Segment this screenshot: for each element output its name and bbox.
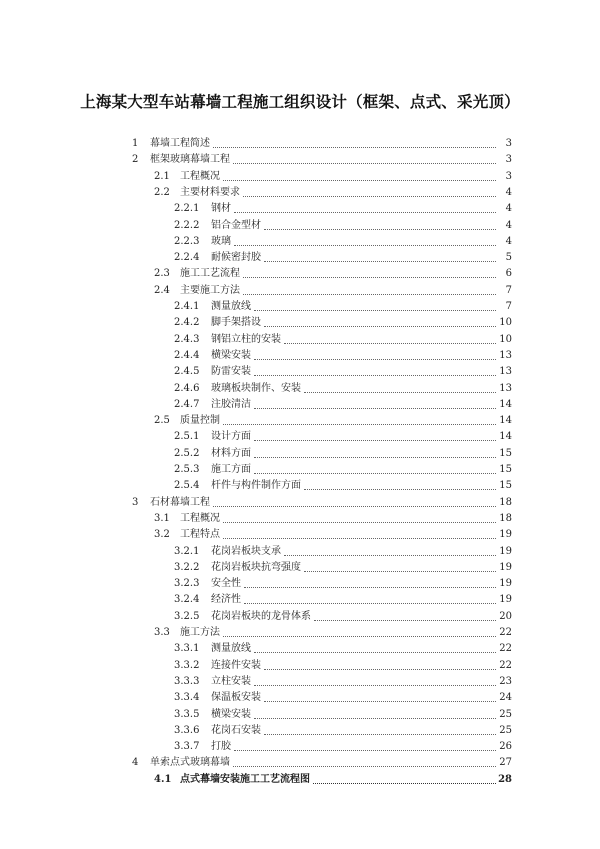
toc-entry[interactable] xyxy=(174,559,512,574)
toc-entry-title: 设计方面 xyxy=(211,431,251,443)
toc-entry-number: 2.1 xyxy=(154,170,170,182)
toc-dot-leader xyxy=(254,463,496,474)
toc-entry-page-number: 22 xyxy=(499,643,512,655)
toc-entry-page-number: 19 xyxy=(499,561,512,573)
toc-entry-page-number: 5 xyxy=(505,252,512,264)
toc-entry-number: 2.2.3 xyxy=(174,235,200,247)
toc-entry-number: 3.3.4 xyxy=(174,692,200,704)
toc-entry-title: 安全性 xyxy=(211,578,241,590)
toc-entry-number: 2.4.4 xyxy=(174,349,200,361)
toc-entry-page-number: 14 xyxy=(499,431,512,443)
toc-entry-number: 2.4.6 xyxy=(174,382,200,394)
toc-entry-title: 工程特点 xyxy=(180,529,220,541)
toc-entry-page-number: 15 xyxy=(499,464,512,475)
toc-entry-title: 工程概况 xyxy=(180,512,220,524)
toc-dot-leader xyxy=(284,545,496,556)
toc-dot-leader xyxy=(223,512,496,523)
toc-entry-number: 3.3.6 xyxy=(174,724,200,736)
toc-entry-number: 3.3.7 xyxy=(174,741,200,753)
toc-dot-leader xyxy=(223,414,496,425)
toc-entry-title: 连接件安装 xyxy=(211,659,261,671)
toc-dot-leader xyxy=(304,561,496,572)
toc-entry-title: 花岗石安装 xyxy=(211,724,261,736)
toc-entry-number: 3.3.3 xyxy=(174,675,200,687)
toc-entry[interactable] xyxy=(154,526,512,541)
toc-dot-leader xyxy=(243,284,496,295)
toc-dot-leader xyxy=(313,773,496,784)
toc-entry-page-number: 26 xyxy=(499,741,512,753)
toc-entry-number: 2.4 xyxy=(154,284,170,296)
toc-dot-leader xyxy=(264,659,496,670)
toc-entry-number: 1 xyxy=(132,138,139,149)
toc-entry-number: 2.5.3 xyxy=(174,464,200,475)
toc-dot-leader xyxy=(244,577,496,588)
toc-entry[interactable] xyxy=(132,494,512,509)
toc-entry-page-number: 4 xyxy=(505,235,512,247)
toc-entry-title: 框架玻璃幕墙工程 xyxy=(150,154,230,166)
toc-entry-title: 钢材 xyxy=(211,203,231,215)
toc-entry-page-number: 27 xyxy=(499,757,512,769)
toc-entry[interactable] xyxy=(174,314,512,329)
toc-entry[interactable] xyxy=(174,591,512,606)
toc-entry-number: 3.3 xyxy=(154,627,170,638)
toc-entry-page-number: 22 xyxy=(499,659,512,671)
toc-entry-number: 4 xyxy=(132,757,139,769)
toc-entry-page-number: 4 xyxy=(505,186,512,198)
toc-dot-leader xyxy=(243,186,496,197)
toc-entry-page-number: 4 xyxy=(505,219,512,231)
toc-entry[interactable] xyxy=(174,445,512,460)
toc-entry-title: 主要材料要求 xyxy=(180,186,240,198)
toc-dot-leader xyxy=(223,170,496,181)
toc-entry[interactable] xyxy=(154,265,512,280)
toc-dot-leader xyxy=(254,430,496,441)
document-title: 上海某大型车站幕墙工程施工组织设计（框架、点式、采光顶） xyxy=(80,93,520,111)
toc-entry-page-number: 22 xyxy=(499,627,512,638)
toc-entry-page-number: 4 xyxy=(505,203,512,215)
toc-entry[interactable] xyxy=(154,168,512,183)
toc-entry-page-number: 3 xyxy=(505,138,512,149)
toc-entry-title: 防雷安装 xyxy=(211,366,251,378)
toc-entry-number: 2.2.4 xyxy=(174,252,200,264)
toc-entry-number: 2.2 xyxy=(154,186,170,198)
toc-entry[interactable] xyxy=(154,282,512,297)
toc-dot-leader xyxy=(243,267,496,278)
toc-dot-leader xyxy=(254,642,496,653)
toc-entry-title: 施工工艺流程 xyxy=(180,268,240,280)
toc-entry-title: 玻璃 xyxy=(211,235,231,247)
toc-dot-leader xyxy=(254,300,496,311)
toc-entry[interactable] xyxy=(174,347,512,362)
toc-entry-number: 3.3.2 xyxy=(174,659,200,671)
toc-entry-title: 玻璃板块制作、安装 xyxy=(211,382,301,394)
toc-entry-page-number: 3 xyxy=(505,170,512,182)
toc-entry[interactable] xyxy=(174,722,512,737)
toc-entry-title: 花岗岩板块的龙骨体系 xyxy=(211,610,311,622)
toc-entry-page-number: 24 xyxy=(499,692,512,704)
toc-entry[interactable] xyxy=(174,608,512,623)
toc-entry-number: 2.4.3 xyxy=(174,333,200,345)
toc-entry-number: 2.5.4 xyxy=(174,480,200,492)
toc-dot-leader xyxy=(264,251,496,262)
toc-entry-number: 3.2.3 xyxy=(174,578,200,590)
toc-entry-title: 工程概况 xyxy=(180,170,220,182)
toc-dot-leader xyxy=(244,593,496,604)
toc-entry[interactable] xyxy=(174,298,512,313)
toc-entry-number: 3 xyxy=(132,496,139,508)
toc-entry[interactable] xyxy=(174,249,512,264)
toc-entry[interactable] xyxy=(174,233,512,248)
toc-entry-page-number: 10 xyxy=(499,333,512,345)
toc-dot-leader xyxy=(254,708,496,719)
toc-entry-title: 保温板安装 xyxy=(211,692,261,704)
toc-entry-title: 花岗岩板块支承 xyxy=(211,545,281,557)
toc-entry[interactable] xyxy=(174,706,512,721)
toc-entry-page-number: 15 xyxy=(499,480,512,492)
toc-entry-page-number: 15 xyxy=(499,447,512,459)
toc-entry[interactable] xyxy=(154,510,512,525)
toc-entry[interactable] xyxy=(174,657,512,672)
toc-entry-page-number: 18 xyxy=(499,512,512,524)
toc-entry-title: 钢铝立柱的安装 xyxy=(211,333,281,345)
toc-entry-page-number: 6 xyxy=(505,268,512,280)
toc-dot-leader xyxy=(264,724,496,735)
toc-entry[interactable] xyxy=(132,135,512,150)
toc-entry-number: 3.2 xyxy=(154,529,170,541)
toc-entry[interactable] xyxy=(174,331,512,346)
toc-dot-leader xyxy=(264,691,496,702)
toc-entry-number: 3.2.2 xyxy=(174,561,200,573)
toc-entry-number: 3.2.5 xyxy=(174,610,200,622)
toc-entry[interactable] xyxy=(132,151,512,166)
toc-dot-leader xyxy=(254,398,496,409)
toc-entry-title: 注胶清洁 xyxy=(211,398,251,410)
toc-entry-title: 点式幕墙安装施工工艺流程图 xyxy=(180,773,310,785)
toc-entry-page-number: 20 xyxy=(499,610,512,622)
toc-dot-leader xyxy=(213,137,496,148)
toc-entry-page-number: 13 xyxy=(499,382,512,394)
toc-entry-number: 2.2.2 xyxy=(174,219,200,231)
toc-entry-title: 施工方面 xyxy=(211,464,251,475)
toc-entry[interactable] xyxy=(174,640,512,655)
toc-dot-leader xyxy=(314,610,496,621)
toc-entry[interactable] xyxy=(154,184,512,199)
toc-entry-page-number: 7 xyxy=(505,301,512,312)
toc-entry-title: 石材幕墙工程 xyxy=(150,496,210,508)
toc-entry-number: 2.4.2 xyxy=(174,317,200,329)
toc-dot-leader xyxy=(233,153,496,164)
toc-dot-leader xyxy=(264,316,496,327)
toc-entry[interactable] xyxy=(174,543,512,558)
toc-entry-page-number: 19 xyxy=(499,529,512,541)
toc-entry-number: 3.3.1 xyxy=(174,643,200,655)
toc-entry-title: 杆件与构件制作方面 xyxy=(211,480,301,492)
toc-entry-title: 立柱安装 xyxy=(211,675,251,687)
toc-entry-number: 2.2.1 xyxy=(174,203,200,215)
toc-entry-page-number: 19 xyxy=(499,594,512,606)
toc-entry-page-number: 10 xyxy=(499,317,512,329)
toc-entry[interactable] xyxy=(174,200,512,215)
toc-entry-title: 测量放线 xyxy=(211,301,251,312)
toc-entry[interactable] xyxy=(174,738,512,753)
toc-entry[interactable] xyxy=(174,363,512,378)
toc-dot-leader xyxy=(304,479,496,490)
toc-entry-title: 打胶 xyxy=(211,741,231,753)
toc-entry-title: 脚手架搭设 xyxy=(211,317,261,329)
toc-entry-title: 材料方面 xyxy=(211,447,251,459)
toc-dot-leader xyxy=(254,447,496,458)
toc-entry-number: 2.4.1 xyxy=(174,301,200,312)
toc-dot-leader xyxy=(213,496,496,507)
toc-entry-number: 2.5 xyxy=(154,415,170,427)
toc-entry-title: 耐候密封胶 xyxy=(211,252,261,264)
toc-entry-title: 施工方法 xyxy=(180,627,220,638)
toc-entry[interactable] xyxy=(174,461,512,476)
toc-dot-leader xyxy=(284,333,496,344)
toc-entry[interactable] xyxy=(174,396,512,411)
toc-entry-page-number: 7 xyxy=(505,284,512,296)
toc-entry-number: 4.1 xyxy=(154,773,172,785)
toc-entry-title: 主要施工方法 xyxy=(180,284,240,296)
toc-entry-page-number: 28 xyxy=(498,773,512,785)
toc-entry[interactable] xyxy=(174,575,512,590)
toc-entry[interactable] xyxy=(174,689,512,704)
toc-entry[interactable] xyxy=(132,754,512,769)
toc-entry-title: 横梁安装 xyxy=(211,349,251,361)
toc-entry-page-number: 23 xyxy=(499,675,512,687)
toc-entry-title: 测量放线 xyxy=(211,643,251,655)
toc-entry-page-number: 14 xyxy=(499,415,512,427)
toc-entry-title: 质量控制 xyxy=(180,415,220,427)
toc-entry-number: 2.4.7 xyxy=(174,398,200,410)
toc-entry[interactable] xyxy=(154,412,512,427)
toc-entry-page-number: 14 xyxy=(499,398,512,410)
toc-entry-page-number: 25 xyxy=(499,708,512,720)
toc-dot-leader xyxy=(234,235,496,246)
toc-entry-number: 3.2.1 xyxy=(174,545,200,557)
toc-entry-number: 3.2.4 xyxy=(174,594,200,606)
toc-entry-page-number: 13 xyxy=(499,349,512,361)
toc-entry-number: 3.3.5 xyxy=(174,708,200,720)
toc-entry-number: 2.4.5 xyxy=(174,366,200,378)
toc-entry[interactable] xyxy=(154,771,512,786)
toc-entry-title: 花岗岩板块抗弯强度 xyxy=(211,561,301,573)
toc-dot-leader xyxy=(254,365,496,376)
toc-entry-title: 经济性 xyxy=(211,594,241,606)
toc-entry-number: 3.1 xyxy=(154,512,170,524)
toc-dot-leader xyxy=(254,675,496,686)
toc-entry[interactable] xyxy=(174,217,512,232)
toc-entry[interactable] xyxy=(154,624,512,639)
toc-entry-page-number: 19 xyxy=(499,545,512,557)
toc-entry-title: 铝合金型材 xyxy=(211,219,261,231)
toc-entry-page-number: 18 xyxy=(499,496,512,508)
toc-entry-number: 2 xyxy=(132,154,139,166)
toc-dot-leader xyxy=(223,528,496,539)
toc-dot-leader xyxy=(304,382,496,393)
toc-entry-page-number: 19 xyxy=(499,578,512,590)
toc-entry[interactable] xyxy=(174,477,512,492)
toc-entry-number: 2.3 xyxy=(154,268,170,280)
toc-dot-leader xyxy=(223,626,496,637)
toc-entry-page-number: 13 xyxy=(499,366,512,378)
toc-entry[interactable] xyxy=(174,673,512,688)
toc-dot-leader xyxy=(233,756,496,767)
toc-entry[interactable] xyxy=(174,428,512,443)
toc-entry-title: 幕墙工程简述 xyxy=(150,138,210,149)
toc-dot-leader xyxy=(264,219,496,230)
toc-entry[interactable] xyxy=(174,380,512,395)
toc-entry-page-number: 25 xyxy=(499,724,512,736)
toc-entry-page-number: 3 xyxy=(505,154,512,166)
toc-entry-number: 2.5.2 xyxy=(174,447,200,459)
toc-dot-leader xyxy=(234,202,496,213)
toc-dot-leader xyxy=(234,740,496,751)
toc-entry-title: 单索点式玻璃幕墙 xyxy=(150,757,230,769)
toc-entry-number: 2.5.1 xyxy=(174,431,200,443)
toc-dot-leader xyxy=(254,349,496,360)
toc-entry-title: 横梁安装 xyxy=(211,708,251,720)
